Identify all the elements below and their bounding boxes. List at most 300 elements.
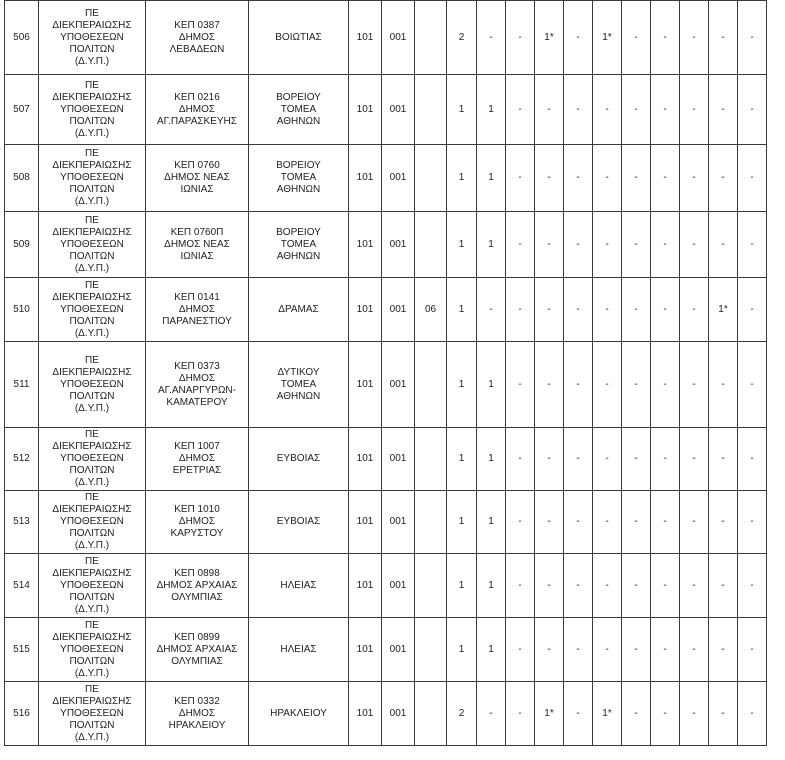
- unit-cell: [146, 278, 249, 342]
- specialty-cell-line: (Δ.Υ.Π.): [74, 477, 110, 488]
- specialty-cell-line: ΥΠΟΘΕΣΕΩΝ: [60, 172, 124, 183]
- specialty-cell-line: ΠΟΛΙΤΩΝ: [69, 465, 115, 476]
- specialty-cell-line: ΥΠΟΘΕΣΕΩΝ: [60, 643, 124, 655]
- value-cell: -: [622, 145, 651, 212]
- code-cell: 101: [349, 554, 382, 618]
- value-cell: 1: [447, 554, 477, 618]
- code-cell: 101: [349, 618, 382, 682]
- region-cell: [249, 618, 349, 682]
- value-cell: -: [564, 554, 593, 618]
- code-cell: 101: [349, 342, 382, 428]
- subcode-cell: 001: [382, 554, 415, 618]
- extra-code-cell: [415, 75, 447, 145]
- value-cell: -: [564, 428, 593, 491]
- specialty-cell-line: ΠΟΛΙΤΩΝ: [69, 719, 115, 731]
- row-number: 516: [5, 682, 39, 746]
- row-number: 508: [5, 145, 39, 212]
- specialty-cell-line: ΠΕ: [85, 148, 99, 159]
- specialty-cell-line: (Δ.Υ.Π.): [74, 603, 110, 615]
- value-cell: -: [651, 428, 680, 491]
- extra-code-cell: [415, 618, 447, 682]
- value-cell: -: [477, 278, 506, 342]
- value-cell: -: [680, 342, 709, 428]
- extra-code-cell: 06: [415, 278, 447, 342]
- row-number: 506: [5, 1, 39, 75]
- unit-cell-line: ΚΕΠ 0899: [174, 631, 220, 643]
- value-cell: -: [680, 428, 709, 491]
- specialty-cell-line: ΥΠΟΘΕΣΕΩΝ: [60, 103, 124, 115]
- value-cell: 1: [477, 554, 506, 618]
- region-cell-line: ΒΟΡΕΙΟΥ: [276, 91, 321, 103]
- specialty-cell-line: ΠΟΛΙΤΩΝ: [69, 655, 115, 667]
- unit-cell-line: ΟΛΥΜΠΙΑΣ: [171, 655, 223, 667]
- value-cell: -: [709, 554, 738, 618]
- value-cell: -: [535, 554, 564, 618]
- table-row: [5, 682, 767, 746]
- specialty-cell-line: ΔΙΕΚΠΕΡΑΙΩΣΗΣ: [52, 441, 132, 452]
- specialty-cell-line: (Δ.Υ.Π.): [74, 196, 110, 207]
- value-cell: 1: [477, 212, 506, 278]
- region-cell-line: ΑΘΗΝΩΝ: [276, 390, 321, 402]
- value-cell: 2: [447, 682, 477, 746]
- table-row: [5, 618, 767, 682]
- subcode-cell: 001: [382, 682, 415, 746]
- value-cell: -: [680, 491, 709, 554]
- unit-cell-line: ΚΕΠ 0387: [174, 19, 220, 31]
- region-cell: [249, 682, 349, 746]
- specialty-cell-line: (Δ.Υ.Π.): [74, 262, 110, 274]
- value-cell: -: [593, 554, 622, 618]
- region-cell-line: ΕΥΒΟΙΑΣ: [276, 516, 321, 527]
- value-cell: -: [622, 682, 651, 746]
- value-cell: -: [651, 554, 680, 618]
- code-cell: 101: [349, 1, 382, 75]
- unit-cell-line: ΚΕΠ 0898: [174, 567, 220, 579]
- unit-cell-line: ΚΕΠ 0141: [174, 291, 220, 303]
- value-cell: -: [622, 342, 651, 428]
- unit-cell-line: ΚΕΠ 0760: [174, 160, 220, 171]
- subcode-cell: 001: [382, 618, 415, 682]
- value-cell: -: [651, 618, 680, 682]
- value-cell: -: [709, 145, 738, 212]
- code-cell: 101: [349, 145, 382, 212]
- value-cell: -: [622, 278, 651, 342]
- value-cell: -: [535, 491, 564, 554]
- row-number: 512: [5, 428, 39, 491]
- specialty-cell: [39, 212, 146, 278]
- specialty-cell-line: ΠΟΛΙΤΩΝ: [69, 250, 115, 262]
- specialty-cell-line: (Δ.Υ.Π.): [74, 667, 110, 679]
- value-cell: -: [593, 342, 622, 428]
- value-cell: -: [738, 554, 767, 618]
- value-cell: -: [651, 212, 680, 278]
- value-cell: 1: [447, 212, 477, 278]
- unit-cell: [146, 618, 249, 682]
- value-cell: -: [477, 1, 506, 75]
- region-cell: [249, 145, 349, 212]
- specialty-cell: [39, 428, 146, 491]
- value-cell: -: [535, 618, 564, 682]
- region-cell: [249, 554, 349, 618]
- value-cell: -: [738, 75, 767, 145]
- value-cell: -: [506, 491, 535, 554]
- value-cell: -: [738, 428, 767, 491]
- table-row: [5, 428, 767, 491]
- region-cell-line: ΔΡΑΜΑΣ: [278, 303, 319, 315]
- value-cell: -: [535, 428, 564, 491]
- code-cell: 101: [349, 212, 382, 278]
- value-cell: -: [477, 682, 506, 746]
- value-cell: -: [622, 75, 651, 145]
- value-cell: -: [506, 212, 535, 278]
- region-cell: [249, 1, 349, 75]
- code-cell: 101: [349, 491, 382, 554]
- specialty-cell-line: ΔΙΕΚΠΕΡΑΙΩΣΗΣ: [52, 631, 132, 643]
- region-cell-line: ΒΟΙΩΤΙΑΣ: [275, 31, 322, 43]
- specialty-cell-line: ΔΙΕΚΠΕΡΑΙΩΣΗΣ: [52, 19, 132, 31]
- value-cell: -: [535, 212, 564, 278]
- value-cell: -: [709, 212, 738, 278]
- specialty-cell-line: ΠΕ: [85, 214, 99, 226]
- specialty-cell-line: ΔΙΕΚΠΕΡΑΙΩΣΗΣ: [52, 226, 132, 238]
- region-cell: [249, 491, 349, 554]
- table-row: [5, 145, 767, 212]
- region-cell-line: ΗΛΕΙΑΣ: [280, 579, 317, 591]
- specialty-cell-line: ΥΠΟΘΕΣΕΩΝ: [60, 303, 124, 315]
- value-cell: -: [593, 491, 622, 554]
- subcode-cell: 001: [382, 491, 415, 554]
- value-cell: -: [651, 1, 680, 75]
- specialty-cell-line: ΠΟΛΙΤΩΝ: [69, 390, 115, 402]
- extra-code-cell: [415, 428, 447, 491]
- specialty-cell-line: ΠΕ: [85, 279, 99, 291]
- value-cell: 1: [477, 342, 506, 428]
- table-row: [5, 75, 767, 145]
- subcode-cell: 001: [382, 145, 415, 212]
- value-cell: -: [622, 618, 651, 682]
- specialty-cell-line: ΔΙΕΚΠΕΡΑΙΩΣΗΣ: [52, 366, 132, 378]
- region-cell: [249, 212, 349, 278]
- subcode-cell: 001: [382, 212, 415, 278]
- value-cell: -: [564, 145, 593, 212]
- table-row: [5, 278, 767, 342]
- value-cell: -: [564, 212, 593, 278]
- value-cell: -: [622, 491, 651, 554]
- region-cell-line: ΑΘΗΝΩΝ: [276, 250, 321, 262]
- region-cell-line: ΒΟΡΕΙΟΥ: [276, 160, 321, 171]
- specialty-cell: [39, 1, 146, 75]
- table-row: [5, 212, 767, 278]
- unit-cell-line: ΛΕΒΑΔΕΩΝ: [169, 43, 225, 55]
- value-cell: -: [564, 278, 593, 342]
- specialty-cell-line: ΠΕ: [85, 492, 99, 503]
- specialty-cell-line: ΠΟΛΙΤΩΝ: [69, 43, 115, 55]
- value-cell: -: [651, 75, 680, 145]
- specialty-cell: [39, 491, 146, 554]
- unit-cell-line: ΚΕΠ 0760Π: [170, 226, 224, 238]
- specialty-cell-line: ΠΕ: [85, 555, 99, 567]
- code-cell: 101: [349, 278, 382, 342]
- value-cell: 1*: [535, 1, 564, 75]
- specialty-cell: [39, 682, 146, 746]
- value-cell: 1*: [535, 682, 564, 746]
- value-cell: -: [564, 75, 593, 145]
- value-cell: -: [593, 618, 622, 682]
- unit-cell-line: ΙΩΝΙΑΣ: [180, 250, 214, 262]
- specialty-cell: [39, 145, 146, 212]
- value-cell: 1: [447, 342, 477, 428]
- specialty-cell-line: (Δ.Υ.Π.): [74, 731, 110, 743]
- value-cell: 1*: [593, 682, 622, 746]
- unit-cell: [146, 491, 249, 554]
- unit-cell-line: ΚΕΠ 1007: [174, 441, 220, 452]
- specialty-cell-line: ΠΟΛΙΤΩΝ: [69, 528, 115, 539]
- table-row: [5, 491, 767, 554]
- specialty-cell-line: (Δ.Υ.Π.): [74, 402, 110, 414]
- row-number: 511: [5, 342, 39, 428]
- specialty-cell-line: ΠΕ: [85, 683, 99, 695]
- specialty-cell-line: ΥΠΟΘΕΣΕΩΝ: [60, 238, 124, 250]
- row-number: 510: [5, 278, 39, 342]
- code-cell: 101: [349, 75, 382, 145]
- value-cell: -: [738, 1, 767, 75]
- value-cell: -: [651, 491, 680, 554]
- region-cell: [249, 428, 349, 491]
- region-cell-line: ΑΘΗΝΩΝ: [276, 115, 321, 127]
- value-cell: -: [564, 491, 593, 554]
- value-cell: -: [506, 1, 535, 75]
- subcode-cell: 001: [382, 75, 415, 145]
- specialty-cell-line: ΠΟΛΙΤΩΝ: [69, 315, 115, 327]
- region-cell: [249, 75, 349, 145]
- specialty-cell-line: ΠΕ: [85, 354, 99, 366]
- value-cell: 1: [477, 618, 506, 682]
- specialty-cell-line: ΥΠΟΘΕΣΕΩΝ: [60, 516, 124, 527]
- value-cell: -: [709, 428, 738, 491]
- table-row: [5, 342, 767, 428]
- region-cell-line: ΔΥΤΙΚΟΥ: [277, 366, 320, 378]
- specialty-cell-line: ΥΠΟΘΕΣΕΩΝ: [60, 378, 124, 390]
- value-cell: -: [738, 145, 767, 212]
- region-cell: [249, 278, 349, 342]
- value-cell: 2: [447, 1, 477, 75]
- value-cell: 1: [447, 428, 477, 491]
- value-cell: -: [651, 342, 680, 428]
- value-cell: -: [535, 145, 564, 212]
- unit-cell-line: ΗΡΑΚΛΕΙΟΥ: [168, 719, 226, 731]
- specialty-cell: [39, 554, 146, 618]
- specialty-cell-line: ΠΕ: [85, 79, 99, 91]
- code-cell: 101: [349, 428, 382, 491]
- region-cell-line: ΗΡΑΚΛΕΙΟΥ: [270, 707, 327, 719]
- value-cell: -: [564, 618, 593, 682]
- value-cell: -: [622, 212, 651, 278]
- table-row: [5, 554, 767, 618]
- unit-cell-line: ΔΗΜΟΣ: [178, 31, 216, 43]
- value-cell: -: [680, 145, 709, 212]
- extra-code-cell: [415, 212, 447, 278]
- subcode-cell: 001: [382, 278, 415, 342]
- region-cell: [249, 342, 349, 428]
- value-cell: -: [651, 682, 680, 746]
- region-cell-line: ΤΟΜΕΑ: [280, 103, 317, 115]
- extra-code-cell: [415, 491, 447, 554]
- region-cell-line: ΒΟΡΕΙΟΥ: [276, 226, 321, 238]
- specialty-cell-line: ΠΕ: [85, 7, 99, 19]
- unit-cell: [146, 554, 249, 618]
- value-cell: -: [651, 145, 680, 212]
- row-number: 507: [5, 75, 39, 145]
- value-cell: 1: [477, 491, 506, 554]
- specialty-cell-line: ΔΙΕΚΠΕΡΑΙΩΣΗΣ: [52, 91, 132, 103]
- specialty-cell-line: ΠΟΛΙΤΩΝ: [69, 115, 115, 127]
- specialty-cell-line: ΥΠΟΘΕΣΕΩΝ: [60, 453, 124, 464]
- table-body: [5, 1, 767, 746]
- value-cell: -: [738, 278, 767, 342]
- region-cell-line: ΤΟΜΕΑ: [280, 378, 317, 390]
- unit-cell-line: ΔΗΜΟΣ: [178, 372, 216, 384]
- value-cell: -: [506, 428, 535, 491]
- unit-cell-line: ΔΗΜΟΣ ΑΡΧΑΙΑΣ: [156, 579, 238, 591]
- value-cell: -: [622, 1, 651, 75]
- specialty-cell: [39, 342, 146, 428]
- region-cell-line: ΕΥΒΟΙΑΣ: [276, 453, 321, 464]
- value-cell: 1: [447, 491, 477, 554]
- specialty-cell: [39, 618, 146, 682]
- value-cell: 1: [447, 75, 477, 145]
- extra-code-cell: [415, 1, 447, 75]
- unit-cell-line: ΔΗΜΟΣ ΝΕΑΣ: [164, 238, 230, 250]
- value-cell: -: [593, 145, 622, 212]
- unit-cell-line: ΙΩΝΙΑΣ: [180, 184, 214, 195]
- unit-cell: [146, 212, 249, 278]
- specialty-cell-line: (Δ.Υ.Π.): [74, 327, 110, 339]
- unit-cell-line: ΟΛΥΜΠΙΑΣ: [171, 591, 223, 603]
- unit-cell-line: ΚΑΜΑΤΕΡΟΥ: [166, 396, 228, 408]
- value-cell: -: [535, 278, 564, 342]
- value-cell: 1: [447, 278, 477, 342]
- specialty-cell-line: ΥΠΟΘΕΣΕΩΝ: [60, 707, 124, 719]
- value-cell: -: [564, 682, 593, 746]
- unit-cell: [146, 1, 249, 75]
- value-cell: -: [709, 491, 738, 554]
- specialty-cell-line: ΠΕ: [85, 619, 99, 631]
- value-cell: -: [738, 342, 767, 428]
- specialty-cell-line: ΔΙΕΚΠΕΡΑΙΩΣΗΣ: [52, 695, 132, 707]
- unit-cell-line: ΚΕΠ 0332: [174, 695, 220, 707]
- region-cell-line: ΑΘΗΝΩΝ: [276, 184, 321, 195]
- unit-cell: [146, 342, 249, 428]
- value-cell: 1: [477, 428, 506, 491]
- value-cell: -: [738, 212, 767, 278]
- value-cell: -: [564, 342, 593, 428]
- value-cell: -: [738, 682, 767, 746]
- row-number: 514: [5, 554, 39, 618]
- row-number: 509: [5, 212, 39, 278]
- unit-cell-line: ΔΗΜΟΣ: [178, 303, 216, 315]
- unit-cell-line: ΚΕΠ 0216: [174, 91, 220, 103]
- value-cell: -: [680, 212, 709, 278]
- region-cell-line: ΤΟΜΕΑ: [280, 238, 317, 250]
- unit-cell: [146, 428, 249, 491]
- unit-cell: [146, 682, 249, 746]
- specialty-cell: [39, 278, 146, 342]
- value-cell: -: [738, 491, 767, 554]
- value-cell: -: [506, 145, 535, 212]
- value-cell: -: [709, 75, 738, 145]
- value-cell: -: [680, 682, 709, 746]
- value-cell: -: [593, 212, 622, 278]
- specialty-cell-line: ΔΙΕΚΠΕΡΑΙΩΣΗΣ: [52, 504, 132, 515]
- value-cell: -: [680, 75, 709, 145]
- unit-cell-line: ΔΗΜΟΣ: [178, 103, 216, 115]
- unit-cell-line: ΚΕΠ 0373: [174, 360, 220, 372]
- unit-cell-line: ΔΗΜΟΣ: [178, 516, 216, 527]
- unit-cell-line: ΚΕΠ 1010: [174, 504, 220, 515]
- unit-cell-line: ΑΓ.ΠΑΡΑΣΚΕΥΗΣ: [157, 115, 237, 127]
- value-cell: -: [564, 1, 593, 75]
- specialty-cell-line: ΠΟΛΙΤΩΝ: [69, 184, 115, 195]
- subcode-cell: 001: [382, 342, 415, 428]
- value-cell: 1: [477, 145, 506, 212]
- value-cell: -: [506, 342, 535, 428]
- specialty-cell-line: ΠΟΛΙΤΩΝ: [69, 591, 115, 603]
- row-number: 515: [5, 618, 39, 682]
- value-cell: 1: [447, 618, 477, 682]
- value-cell: -: [535, 342, 564, 428]
- code-cell: 101: [349, 682, 382, 746]
- unit-cell: [146, 75, 249, 145]
- extra-code-cell: [415, 682, 447, 746]
- unit-cell: [146, 145, 249, 212]
- specialty-cell-line: ΔΙΕΚΠΕΡΑΙΩΣΗΣ: [52, 567, 132, 579]
- value-cell: -: [506, 682, 535, 746]
- value-cell: -: [506, 554, 535, 618]
- value-cell: -: [738, 618, 767, 682]
- value-cell: -: [506, 75, 535, 145]
- specialty-cell-line: ΠΕ: [85, 429, 99, 440]
- value-cell: -: [709, 682, 738, 746]
- value-cell: -: [709, 1, 738, 75]
- extra-code-cell: [415, 342, 447, 428]
- region-cell-line: ΤΟΜΕΑ: [280, 172, 317, 183]
- value-cell: 1: [447, 145, 477, 212]
- unit-cell-line: ΔΗΜΟΣ: [178, 707, 216, 719]
- region-cell-line: ΗΛΕΙΑΣ: [280, 643, 317, 655]
- row-number: 513: [5, 491, 39, 554]
- value-cell: -: [593, 75, 622, 145]
- specialty-cell-line: (Δ.Υ.Π.): [74, 540, 110, 551]
- specialty-cell-line: (Δ.Υ.Π.): [74, 127, 110, 139]
- unit-cell-line: ΔΗΜΟΣ ΑΡΧΑΙΑΣ: [156, 643, 238, 655]
- value-cell: 1*: [709, 278, 738, 342]
- positions-table: [4, 0, 767, 746]
- value-cell: -: [680, 278, 709, 342]
- specialty-cell-line: ΥΠΟΘΕΣΕΩΝ: [60, 31, 124, 43]
- specialty-cell-line: (Δ.Υ.Π.): [74, 55, 110, 67]
- value-cell: -: [651, 278, 680, 342]
- unit-cell-line: ΑΓ.ΑΝΑΡΓΥΡΩΝ-: [158, 384, 236, 396]
- value-cell: -: [535, 75, 564, 145]
- value-cell: -: [506, 618, 535, 682]
- extra-code-cell: [415, 554, 447, 618]
- unit-cell-line: ΠΑΡΑΝΕΣΤΙΟΥ: [162, 315, 232, 327]
- value-cell: -: [622, 554, 651, 618]
- value-cell: -: [593, 278, 622, 342]
- unit-cell-line: ΔΗΜΟΣ: [178, 453, 216, 464]
- extra-code-cell: [415, 145, 447, 212]
- specialty-cell-line: ΔΙΕΚΠΕΡΑΙΩΣΗΣ: [52, 291, 132, 303]
